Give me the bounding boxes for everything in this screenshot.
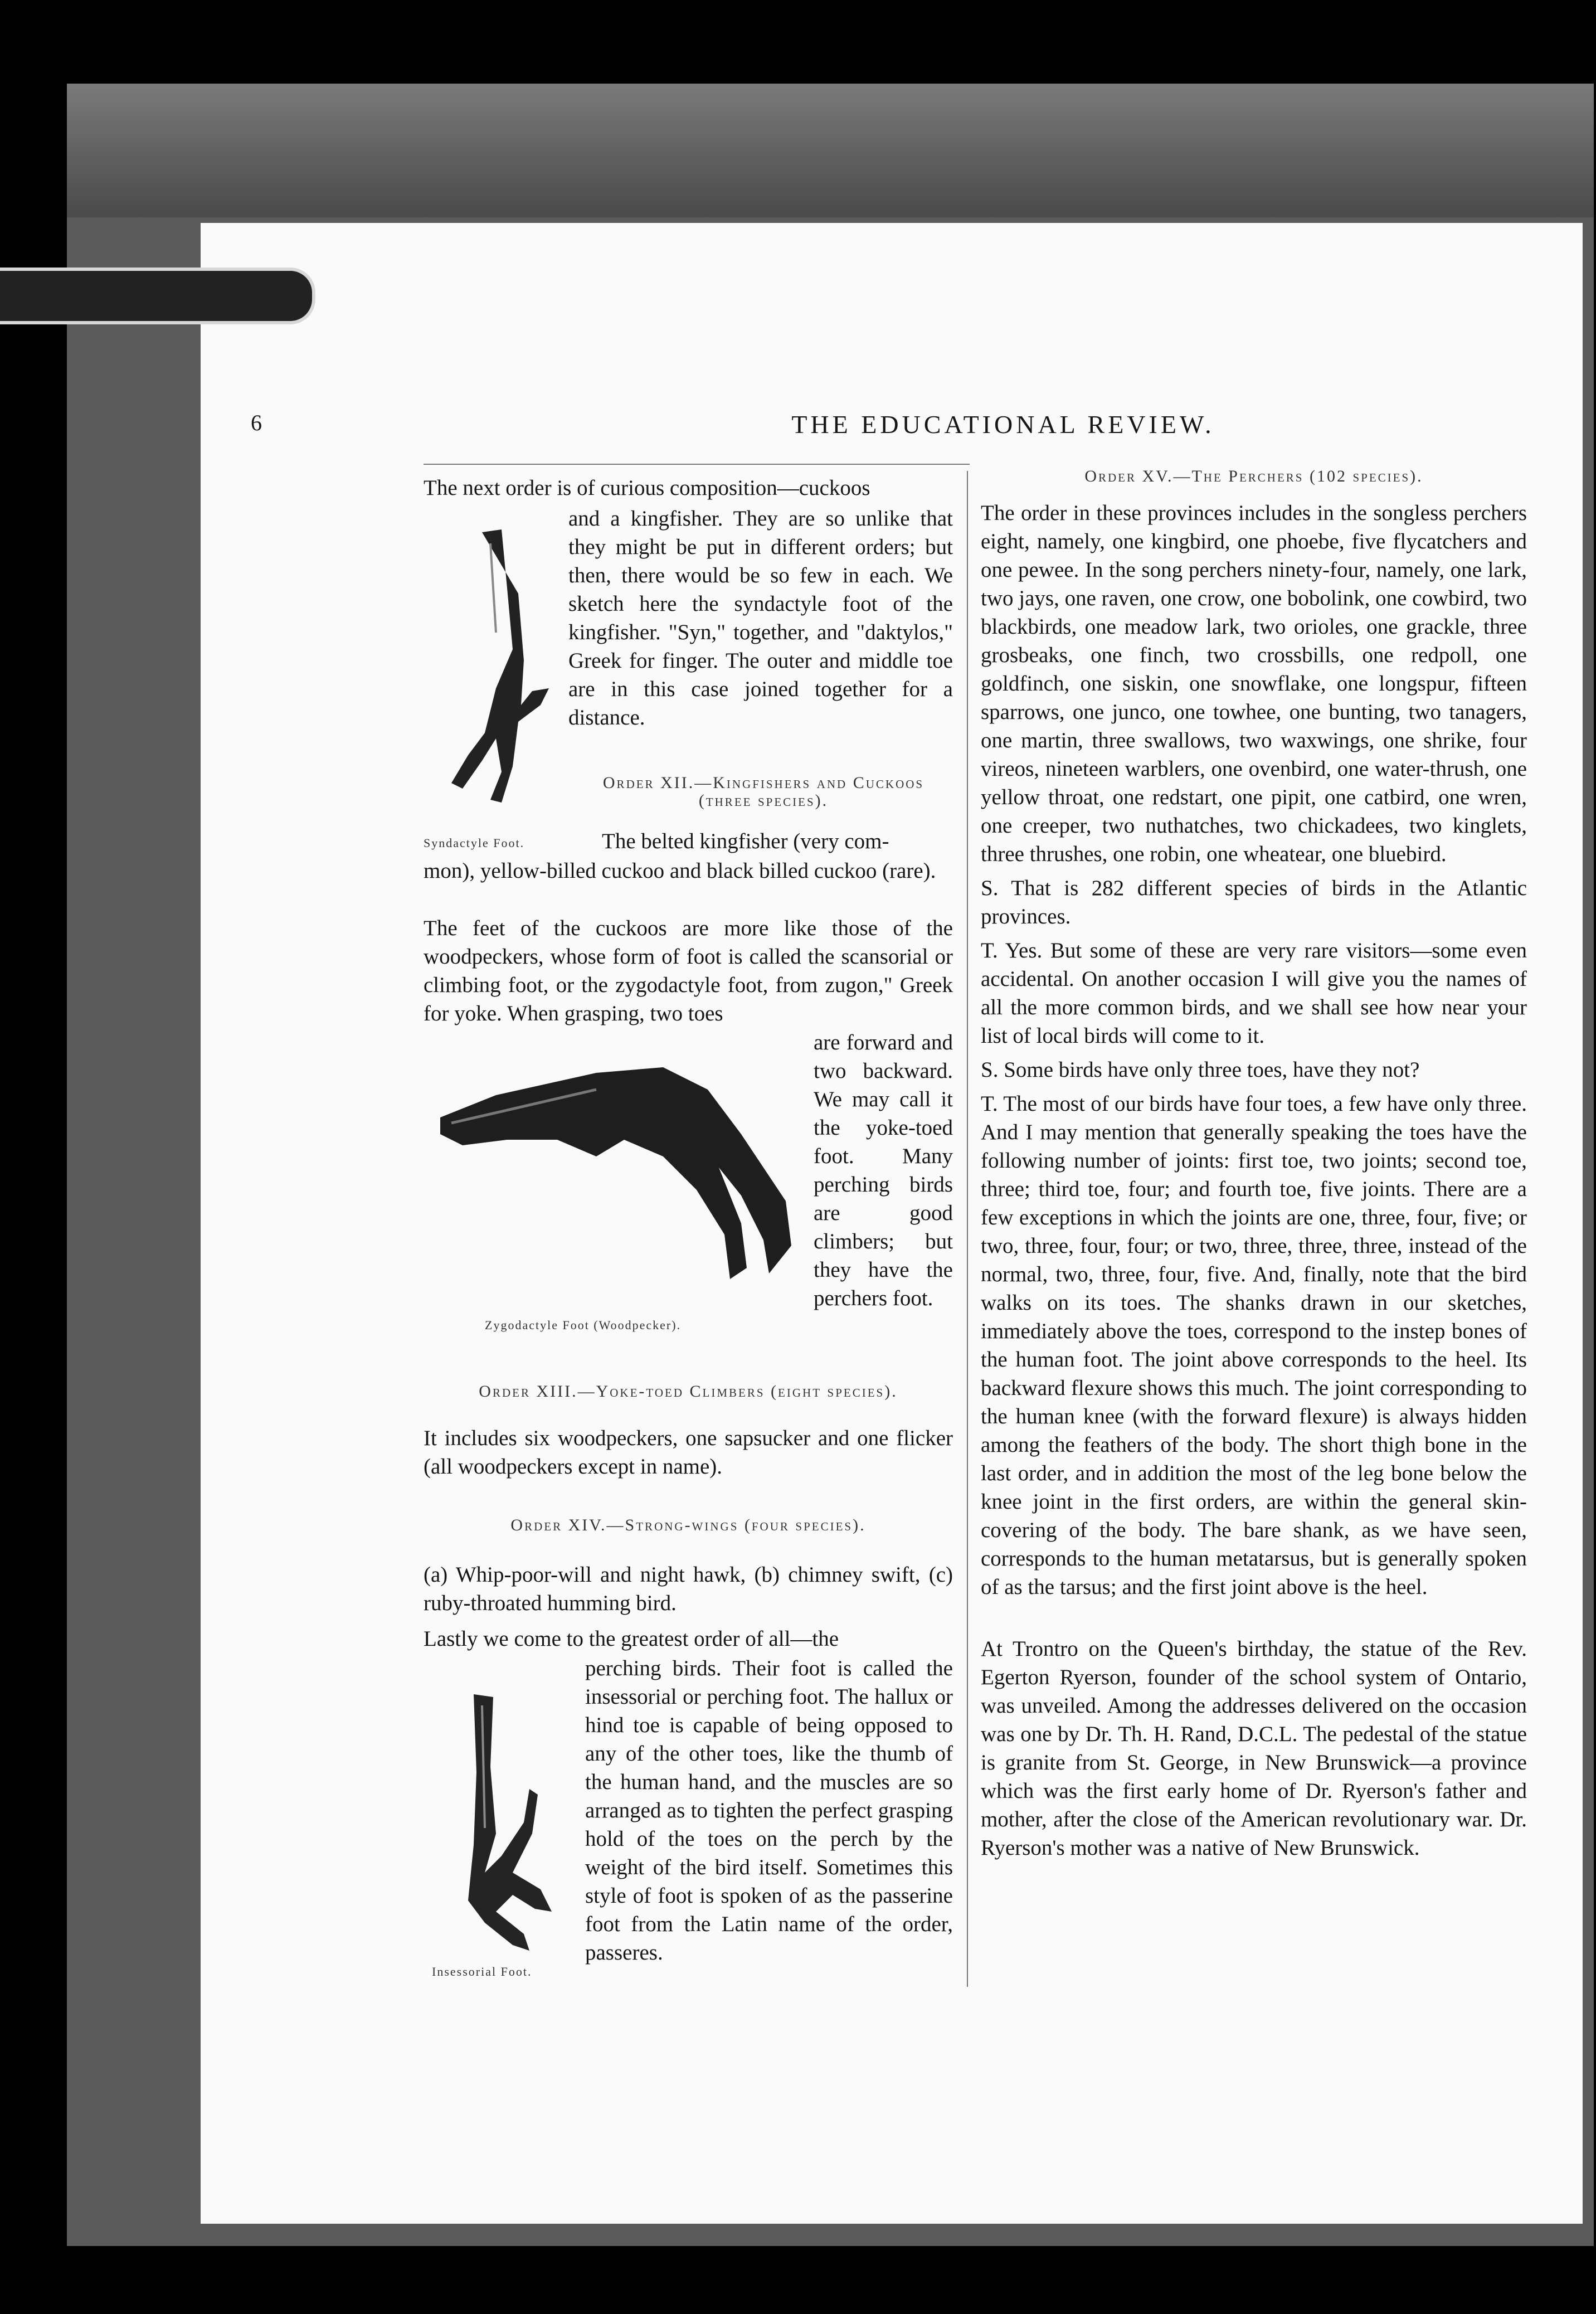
order-xiii-body: It includes six woodpeckers, one sapsucker and one flicker (all woodpeckers except in name).	[424, 1426, 953, 1479]
zygodactyle-caption: Zygodactyle Foot (Woodpecker).	[485, 1318, 682, 1332]
three-toes-question: S. Some birds have only three toes, have they not?	[981, 1058, 1420, 1082]
bird-foot-illustration	[435, 1689, 563, 1956]
zygo-wrap-text: are forward and two backward. We may call it the yoke-toed foot. Many perching birds are good climbers; but they have the perchers foot.	[814, 1030, 953, 1310]
page-title: THE EDUCATIONAL REVIEW.	[791, 410, 1215, 439]
cuckoo-paragraph: The feet of the cuckoos are more like those of the woodpeckers, whose form of foot is called the scansorial or climbing foot, or the zygodactyle foot, from zugon," Greek for yoke. When grasping, two toes	[424, 916, 953, 1025]
syndactyle-foot-figure	[429, 521, 557, 811]
order-xii-body-wrap: The belted kingfisher (very com-	[602, 829, 889, 853]
bird-foot-illustration	[429, 521, 557, 811]
bird-foot-illustration	[429, 1056, 808, 1290]
order-xiv-heading: Order XIV.—Strong-wings (four species).	[510, 1516, 866, 1534]
order-xv-heading: Order XV.—The Perchers (102 species).	[1084, 467, 1423, 485]
insessorial-caption: Insessorial Foot.	[432, 1965, 532, 1978]
intro-lead: The next order is of curious composition—cuckoos	[424, 476, 870, 500]
order-xii-heading: Order XII.—Kingfishers and Cuckoos	[602, 774, 924, 792]
column-divider	[967, 471, 968, 1987]
order-xiii-heading: Order XIII.—Yoke-toed Climbers (eight species).	[479, 1382, 898, 1401]
perchers-paragraph: The order in these provinces includes in the songless perchers eight, namely, one kingbird, one phoebe, five flycatchers and one pewee. In the song perchers ninety-four, namely, one lark, two jays, one raven, one crow, one bobolink, one cowbird, two blackbirds, one meadow lark, two orioles, one grackle, three grosbeaks, one finch, two crossbills, one redpoll, one goldfinch, one siskin, one snowflake, one longspur, fifteen sparrows, one junco, one towhee, one bunting, two tanagers, one martin, three swallows, two waxwings, one shrike, four vireos, nineteen warblers, one ovenbird, one water-thrush, one yellow throat, one redstart, one pipit, one catbird, one wren, one creeper, two nuthatches, two chickadees, two kinglets, three thrushes, one robin, one wheatear, one bluebird.	[981, 501, 1527, 866]
intro-wrap-text: and a kingfisher. They are so unlike that they might be put in different orders; but then, there would be so few in each. We sketch here the syndactyle foot of the kingfisher. "Syn," together, and "daktylos," Greek for finger. The outer and middle toe are in this case joined together for a distance.	[568, 507, 953, 730]
header-rule	[424, 464, 970, 465]
ryerson-statue-paragraph: At Trontro on the Queen's birthday, the statue of the Rev. Egerton Ryerson, founder of the school system of Ontario, was unveiled. Among the addresses delivered on the occasion was one by Dr. Th. H. Rand, D.C.L. The pedestal of the statue is granite from St. George, in New Brunswick—a province which was the first early home of Dr. Ryerson's father and mother, after the close of the American revolutionary war. Dr. Ryerson's mother was a native of New Brunswick.	[981, 1637, 1527, 1860]
zygodactyle-foot-figure	[429, 1056, 808, 1290]
species-count-paragraph: S. That is 282 different species of birds in the Atlantic provinces.	[981, 876, 1527, 928]
right-column-text	[981, 499, 1527, 1868]
order-xiv-body: (a) Whip-poor-will and night hawk, (b) chimney swift, (c) ruby-throated humming bird.	[424, 1563, 953, 1615]
syndactyle-caption: Syndactyle Foot.	[424, 836, 525, 850]
toe-joints-paragraph: T. The most of our birds have four toes, a few have only three. And I may mention that generally speaking the toes have the following number of joints: first toe, two joints; second toe, three; third toe, four; and fourth toe, five joints. There are a few exceptions in which the joints are one, three, four, five; or two, three, four, four; or two, three, three, three, instead of the normal, two, three, four, five. And, finally, note that the bird walks on its toes. The shanks drawn in our sketches, immediately above the toes, correspond to the instep bones of the human foot. The joint above corresponds to the heel. Its backward flexure shows this much. The joint corresponding to the human knee (with the forward flexure) is always hidden among the feathers of the body. The short thigh bone in the last order, and in addition the most of the leg bone below the knee joint in the first orders, are within the general skin-covering of the body. The bare shank, as we have seen, corresponds to the human metatarsus, but is generally spoken of as the tarsus; and the first joint above is the heel.	[981, 1092, 1527, 1599]
order-xii-subheading: (three species).	[698, 791, 829, 810]
insessorial-foot-figure	[435, 1689, 563, 1956]
page-number: 6	[251, 410, 262, 435]
rare-visitors-paragraph: T. Yes. But some of these are very rare visitors—some even accidental. On another occasion I will give you the names of all the more common birds, and we shall see how near your list of local birds will come to it.	[981, 939, 1527, 1048]
perching-wrap-text: perching birds. Their foot is called the insessorial or perching foot. The hallux or hind toe is capable of being opposed to any of the other toes, like the thumb of the human hand, and the muscles are so arranged as to tighten the perfect grasping hold of the toes on the perch by the weight of the bird itself. Sometimes this style of foot is spoken of as the passerine foot from the Latin name of the order, passeres.	[585, 1656, 953, 1965]
perching-lead: Lastly we come to the greatest order of all—the	[424, 1627, 839, 1651]
order-xii-body: mon), yellow-billed cuckoo and black billed cuckoo (rare).	[424, 859, 936, 883]
